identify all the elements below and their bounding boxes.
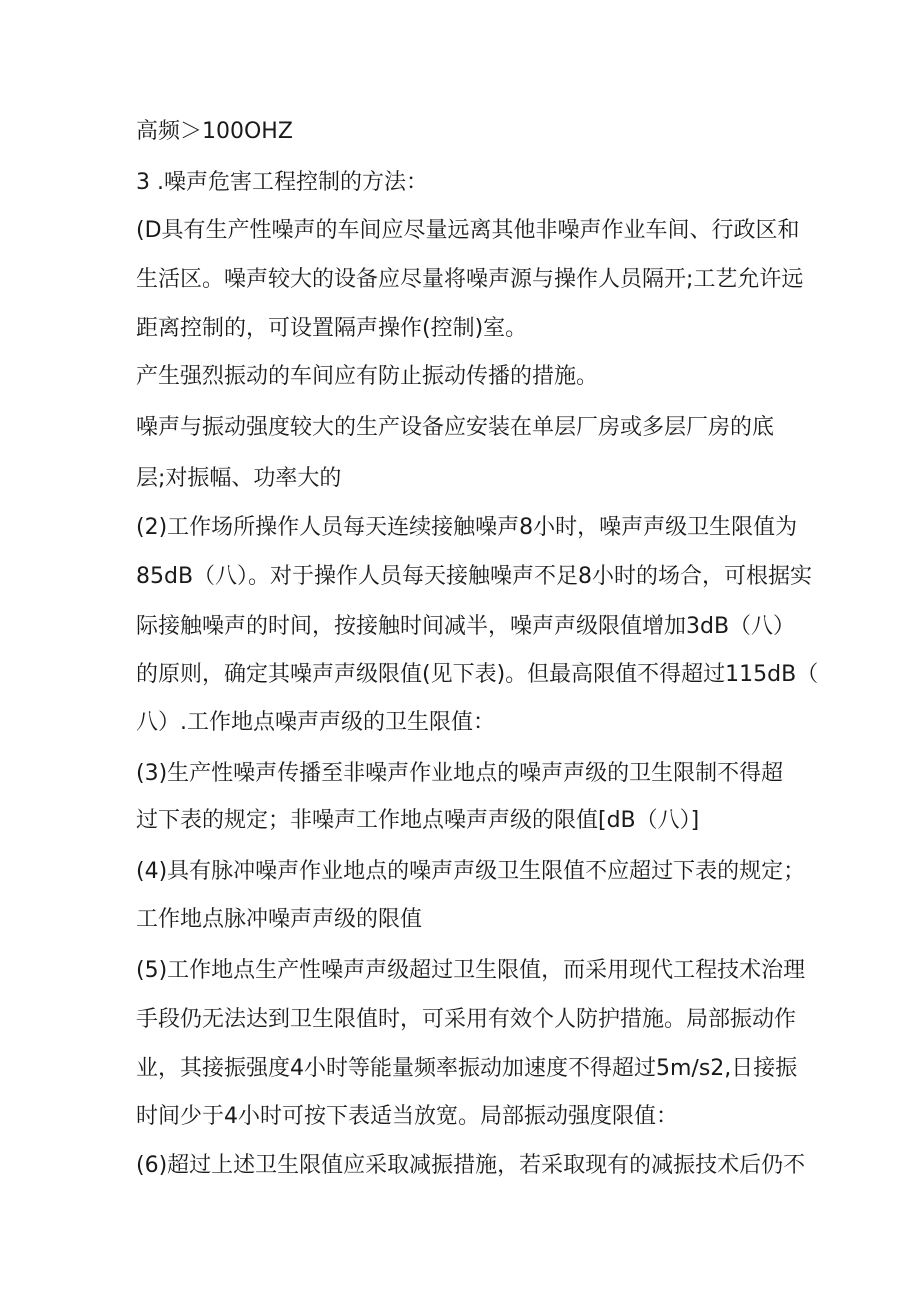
text-line: (D具有生产性噪声的车间应尽量远离其他非噪声作业车间、行政区和: [136, 218, 800, 243]
text-line: 噪声与振动强度较大的生产设备应安装在单层厂房或多层厂房的底: [136, 415, 775, 440]
text-line: 高频＞100OHZ: [136, 119, 293, 144]
text-line: 手段仍无法达到卫生限值时，可采用有效个人防护措施。局部振动作: [136, 1007, 797, 1032]
text-line: (6)超过上述卫生限值应采取减振措施，若采取现有的减振技术后仍不: [136, 1153, 806, 1178]
text-line: (4)具有脉冲噪声作业地点的噪声声级卫生限值不应超过下表的规定；: [136, 859, 806, 884]
text-line: 八）.工作地点噪声声级的卫生限值：: [136, 710, 495, 735]
text-line: 际接触噪声的时间，按接触时间减半，噪声声级限值增加3dB（八）: [136, 614, 796, 639]
text-line: 过下表的规定；非噪声工作地点噪声声级的限值[dB（八）]: [136, 808, 700, 833]
text-line: 85dB（八）。对于操作人员每天接触噪声不足8小时的场合，可根据实: [136, 564, 813, 589]
text-line: (2)工作场所操作人员每天连续接触噪声8小时，噪声声级卫生限值为: [136, 515, 798, 540]
text-line: (5)工作地点生产性噪声声级超过卫生限值，而采用现代工程技术治理: [136, 958, 806, 983]
text-line: 工作地点脉冲噪声声级的限值: [136, 907, 423, 932]
text-line: 产生强烈振动的车间应有防止振动传播的措施。: [136, 364, 599, 389]
section-heading: 3 .噪声危害工程控制的方法：: [136, 170, 428, 195]
text-line: 的原则，确定其噪声声级限值(见下表)。但最高限值不得超过115dB（: [136, 662, 819, 687]
text-line: 时间少于4小时可按下表适当放宽。局部振动强度限值：: [136, 1104, 678, 1129]
text-line: 距离控制的，可设置隔声操作(控制)室。: [136, 316, 528, 341]
text-line: 层;对振幅、功率大的: [136, 466, 342, 491]
text-line: 业，其接振强度4小时等能量频率振动加速度不得超过5m∕s2,日接振: [136, 1056, 798, 1081]
text-line: (3)生产性噪声传播至非噪声作业地点的噪声声级的卫生限制不得超: [136, 761, 784, 786]
text-line: 生活区。噪声较大的设备应尽量将噪声源与操作人员隔开;工艺允许远: [136, 267, 804, 292]
